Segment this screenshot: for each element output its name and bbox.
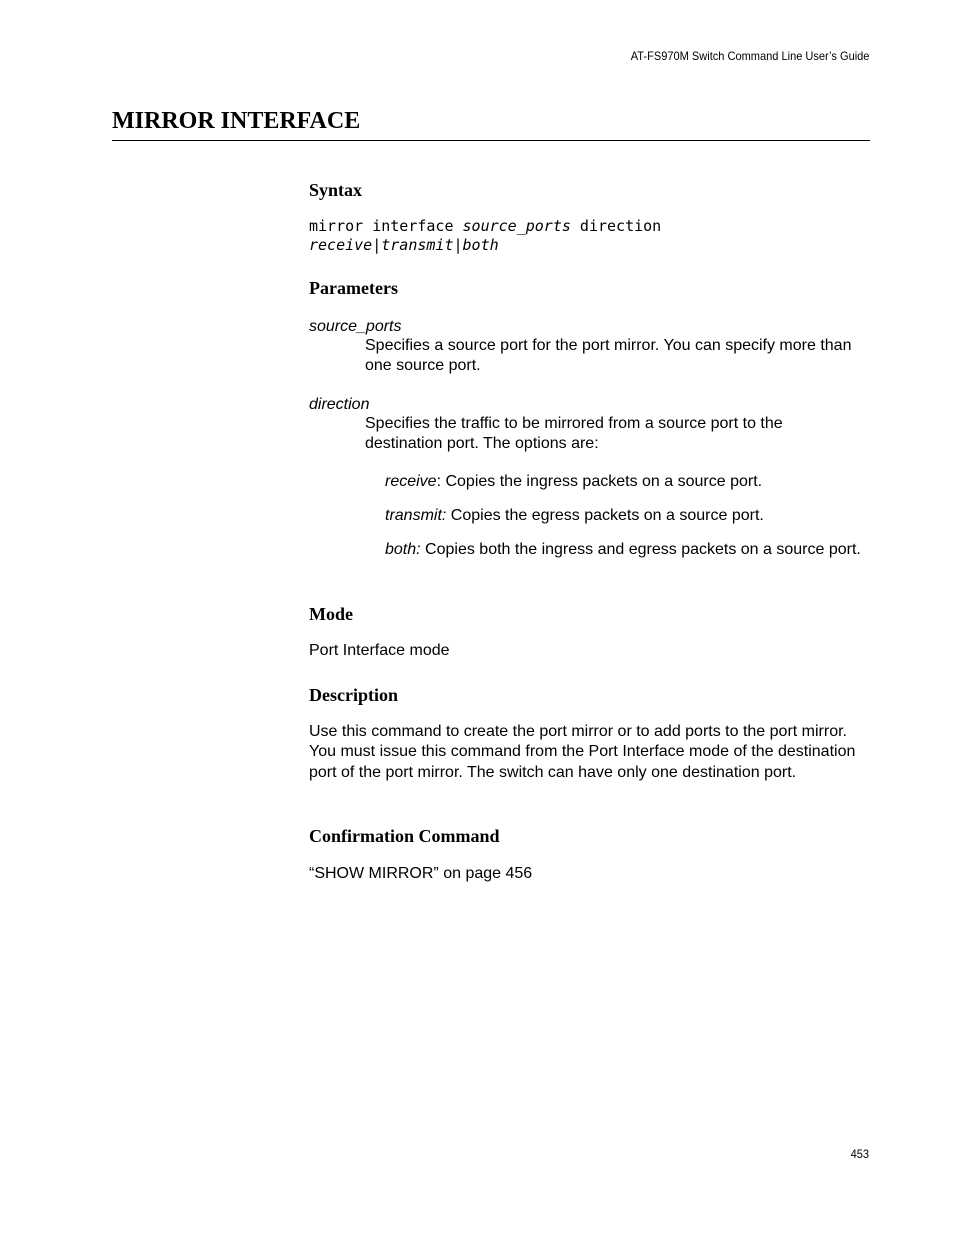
option-term-receive: receive <box>385 473 437 490</box>
syntax-separator: | <box>453 236 463 254</box>
option-text-both: Copies both the ingress and egress packets on a source port. <box>420 541 861 558</box>
option-text-transmit: Copies the egress packets on a source port. <box>446 507 764 524</box>
description-heading: Description <box>309 685 398 705</box>
mode-text: Port Interface mode <box>309 642 450 659</box>
syntax-separator: | <box>372 236 382 254</box>
option-transmit <box>385 506 870 526</box>
syntax-line-1 <box>309 217 661 236</box>
option-receive <box>385 472 870 492</box>
syntax-param-source-ports: source_ports <box>462 217 571 235</box>
syntax-heading: Syntax <box>309 180 363 200</box>
syntax-option-receive: receive <box>309 236 373 254</box>
param-desc-source-ports: Specifies a source port for the port mirror. You can specify more than one source port. <box>365 337 852 375</box>
description-text: Use this command to create the port mirror or to add ports to the port mirror. You must issue this command from the Port Interface mode of the destination port of the port mirror. The switch can have only one destination port. <box>309 723 856 781</box>
mode-heading: Mode <box>309 604 353 624</box>
param-name-direction: direction <box>309 396 370 413</box>
option-term-transmit: transmit: <box>385 507 447 524</box>
syntax-option-transmit: transmit <box>381 236 454 254</box>
option-term-both: both: <box>385 541 421 558</box>
confirmation-heading: Confirmation Command <box>309 826 500 846</box>
title-rule <box>112 140 870 141</box>
option-text-receive: : Copies the ingress packets on a source port. <box>436 473 763 490</box>
page-number: 453 <box>850 1147 869 1161</box>
param-desc-direction: Specifies the traffic to be mirrored from a source port to the destination port. The options are: <box>365 415 783 453</box>
syntax-command: mirror interface <box>309 217 463 235</box>
page-title: MIRROR INTERFACE <box>112 108 361 134</box>
running-header: AT-FS970M Switch Command Line User’s Guide <box>630 49 869 63</box>
parameters-heading: Parameters <box>309 278 398 298</box>
syntax-line-2 <box>309 236 499 255</box>
param-name-source-ports: source_ports <box>309 318 402 335</box>
syntax-keyword-direction: direction <box>570 217 662 235</box>
confirmation-link[interactable]: “SHOW MIRROR” on page 456 <box>309 865 533 882</box>
syntax-option-both: both <box>462 236 499 254</box>
option-both <box>385 540 870 560</box>
